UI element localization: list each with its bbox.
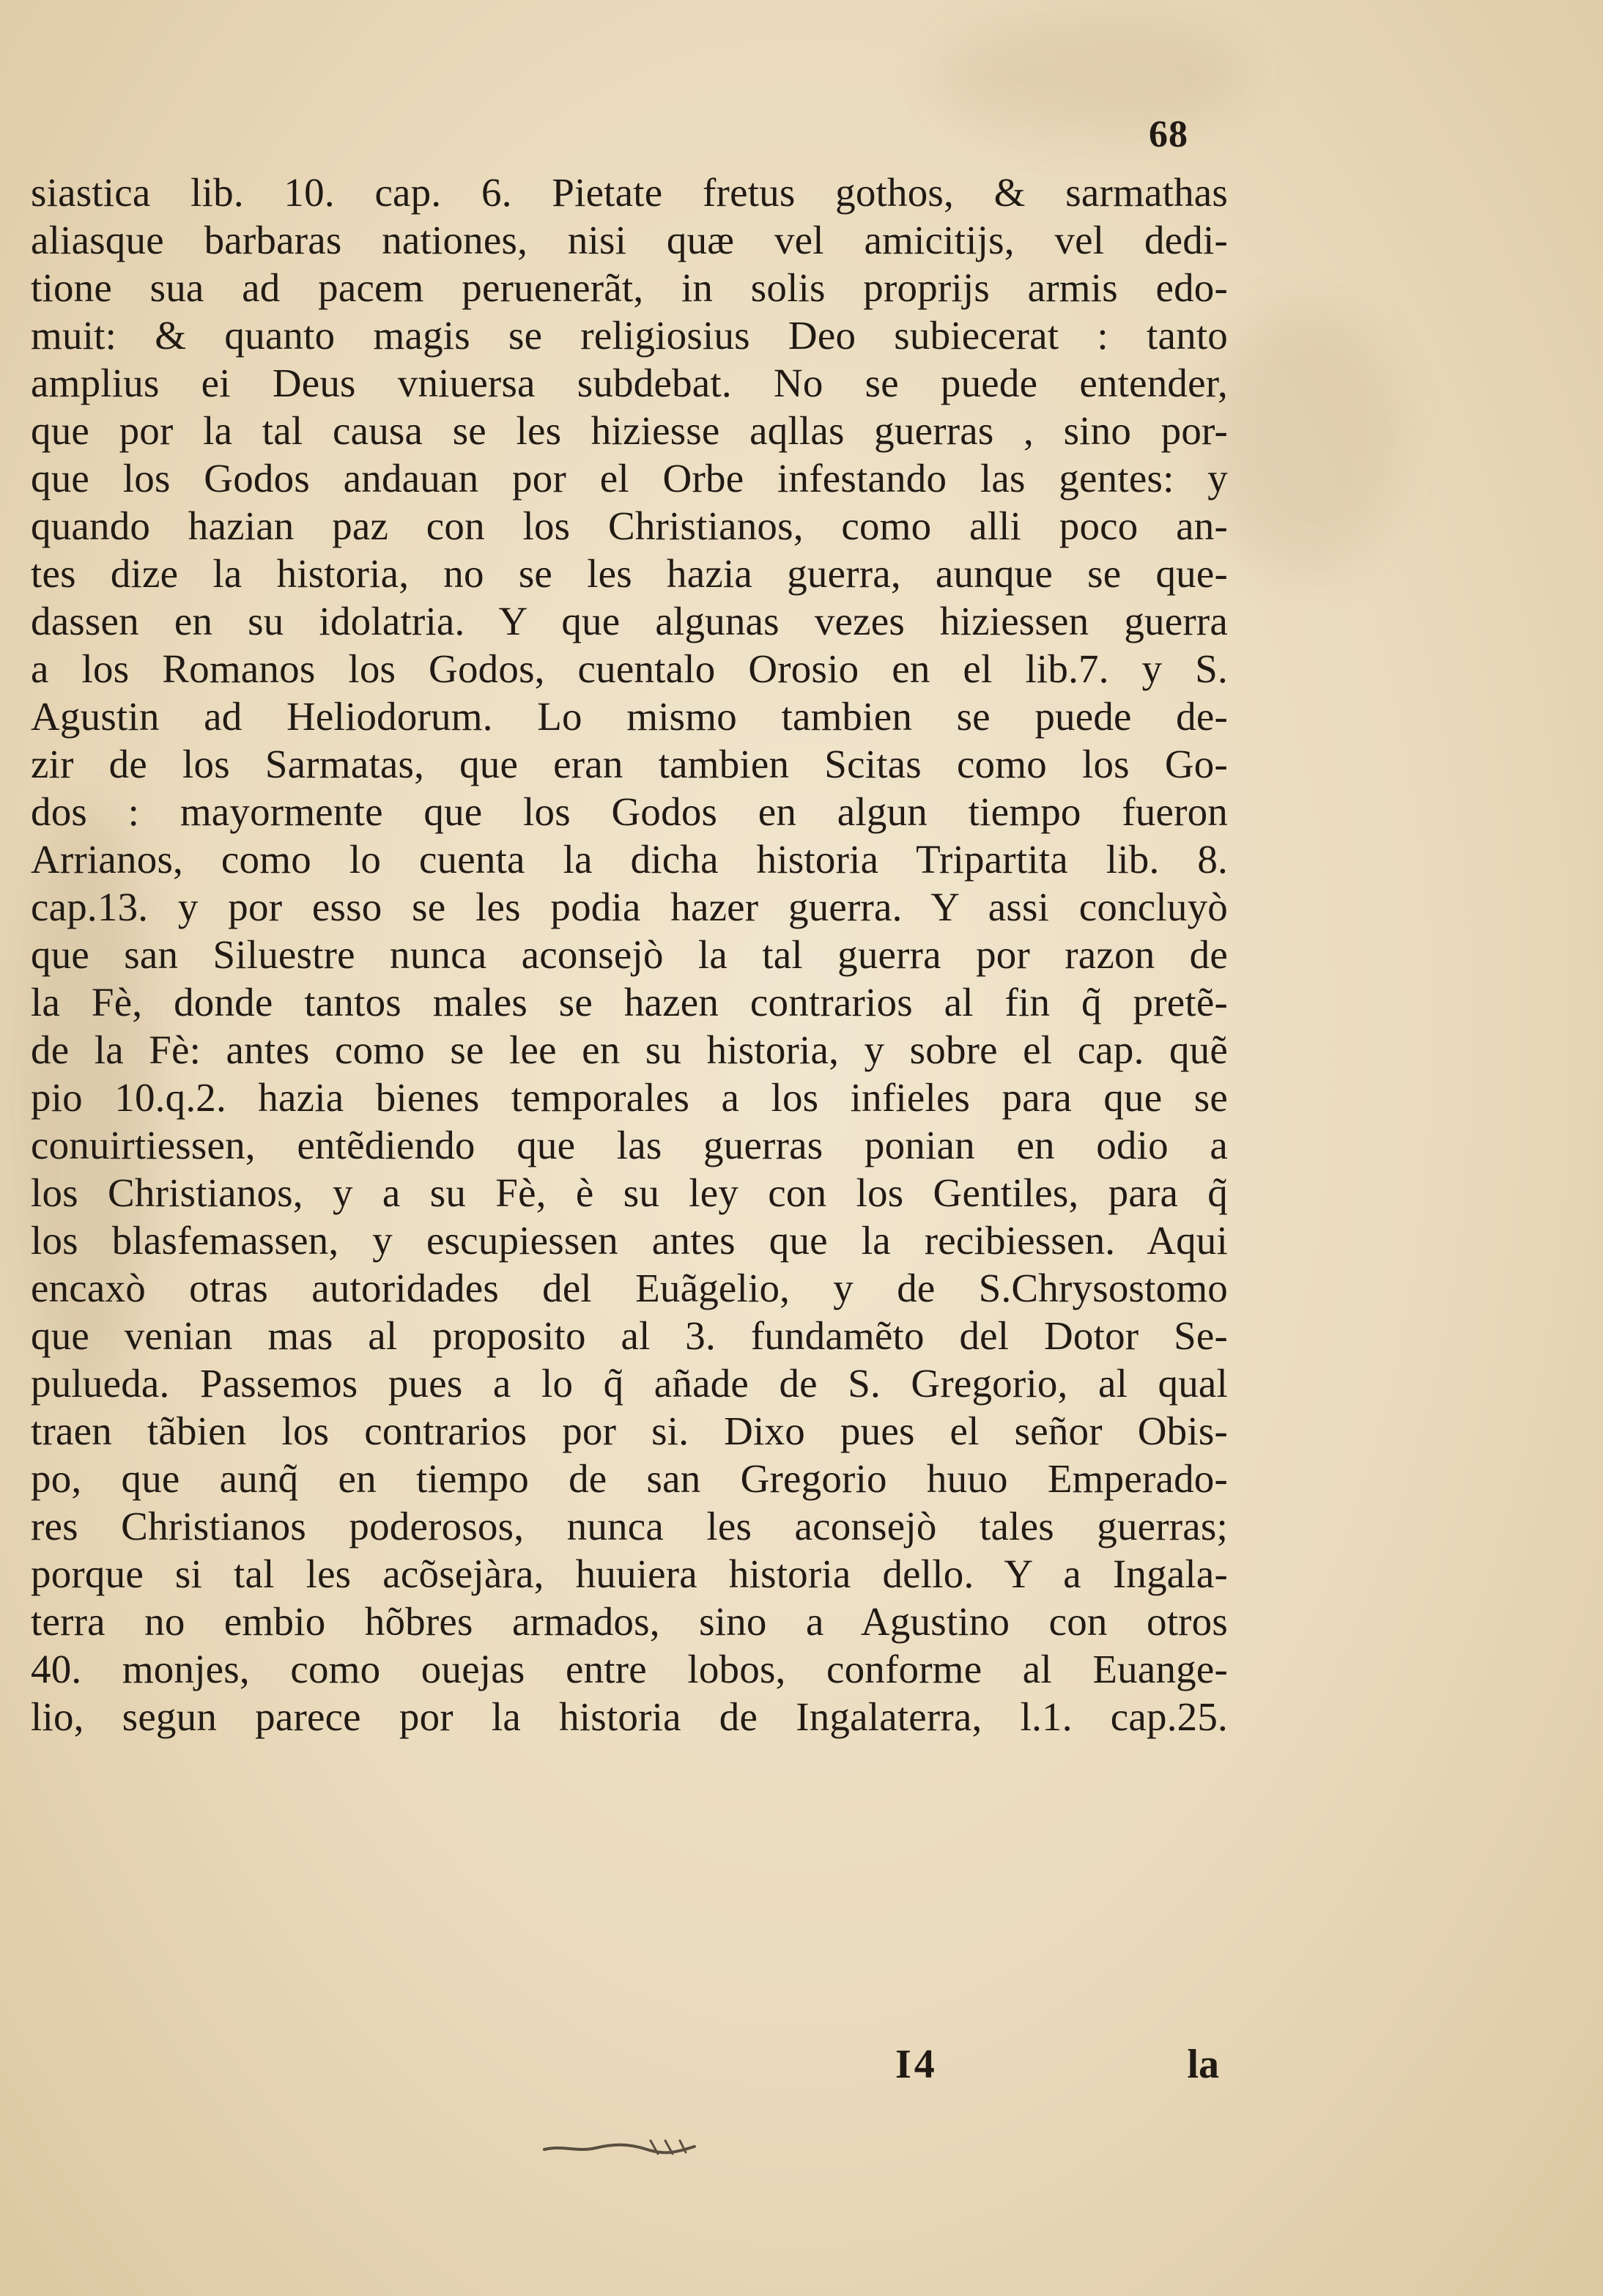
catchword: la bbox=[1187, 2042, 1219, 2087]
text-line: porque si tal les acõsejàra, huuiera historia dello. Y a Ingala- bbox=[31, 1551, 1228, 1596]
text-line: siastica lib. 10. cap. 6. Pietate fretus gothos, & sarmathas bbox=[31, 170, 1228, 215]
paper-stain bbox=[938, 18, 1245, 136]
text-line: terra no embio hõbres armados, sino a Agustino con otros bbox=[31, 1599, 1228, 1644]
paper-stain bbox=[1209, 308, 1399, 572]
text-line: aliasque barbaras nationes, nisi quæ vel amicitijs, vel dedi- bbox=[31, 218, 1228, 262]
text-line: traen tãbien los contrarios por si. Dixo pues el señor Obis- bbox=[31, 1409, 1228, 1453]
text-line: dos : mayormente que los Godos en algun tiempo fueron bbox=[31, 789, 1228, 834]
text-line: a los Romanos los Godos, cuentalo Orosio en el lib.7. y S. bbox=[31, 646, 1228, 691]
printer-ornament bbox=[541, 2136, 698, 2157]
text-line: tes dize la historia, no se les hazia guerra, aunque se que- bbox=[31, 551, 1228, 596]
text-line: que por la tal causa se les hiziesse aqllas guerras , sino por- bbox=[31, 408, 1228, 453]
body-text bbox=[31, 169, 1228, 1741]
page-footer bbox=[31, 2041, 1228, 2100]
text-line: tione sua ad pacem peruenerãt, in solis proprijs armis edo- bbox=[31, 265, 1228, 310]
page-number: 68 bbox=[1149, 114, 1188, 155]
text-line: la Fè, donde tantos males se hazen contrarios al fin q̃ pretẽ- bbox=[31, 980, 1228, 1025]
text-line: de la Fè: antes como se lee en su historia, y sobre el cap. quẽ bbox=[31, 1027, 1228, 1072]
text-line: quando hazian paz con los Christianos, como alli poco an- bbox=[31, 503, 1228, 548]
text-line: po, que aunq̃ en tiempo de san Gregorio huuo Emperado- bbox=[31, 1456, 1228, 1501]
text-line: los Christianos, y a su Fè, è su ley con los Gentiles, para q̃ bbox=[31, 1170, 1228, 1215]
text-line: que los Godos andauan por el Orbe infestando las gentes: y bbox=[31, 456, 1228, 501]
text-line: Arrianos, como lo cuenta la dicha historia Tripartita lib. 8. bbox=[31, 837, 1228, 882]
text-line: zir de los Sarmatas, que eran tambien Scitas como los Go- bbox=[31, 742, 1228, 786]
text-line: cap.13. y por esso se les podia hazer guerra. Y assi concluyò bbox=[31, 885, 1228, 929]
text-line: encaxò otras autoridades del Euãgelio, y de S.Chrysostomo bbox=[31, 1266, 1228, 1310]
text-line: que san Siluestre nunca aconsejò la tal guerra por razon de bbox=[31, 932, 1228, 977]
text-line: pio 10.q.2. hazia bienes temporales a los infieles para que se bbox=[31, 1075, 1228, 1120]
text-line: pulueda. Passemos pues a lo q̃ añade de S. Gregorio, al qual bbox=[31, 1361, 1228, 1406]
text-line: que venian mas al proposito al 3. fundamẽto del Dotor Se- bbox=[31, 1313, 1228, 1358]
text-line: amplius ei Deus vniuersa subdebat. No se puede entender, bbox=[31, 361, 1228, 405]
text-line: conuirtiessen, entẽdiendo que las guerras ponian en odio a bbox=[31, 1123, 1228, 1167]
text-line: dassen en su idolatria. Y que algunas vezes hiziessen guerra bbox=[31, 599, 1228, 643]
signature-mark: I4 bbox=[895, 2042, 938, 2087]
text-line: res Christianos poderosos, nunca les aconsejò tales guerras; bbox=[31, 1504, 1228, 1548]
text-line: lio, segun parece por la historia de Ingalaterra, l.1. cap.25. bbox=[31, 1694, 1228, 1739]
text-line: los blasfemassen, y escupiessen antes que la recibiessen. Aqui bbox=[31, 1218, 1228, 1263]
text-line: 40. monjes, como ouejas entre lobos, conforme al Euange- bbox=[31, 1647, 1228, 1691]
text-line: Agustin ad Heliodorum. Lo mismo tambien se puede de- bbox=[31, 694, 1228, 739]
text-line: muit: & quanto magis se religiosius Deo subiecerat : tanto bbox=[31, 313, 1228, 358]
